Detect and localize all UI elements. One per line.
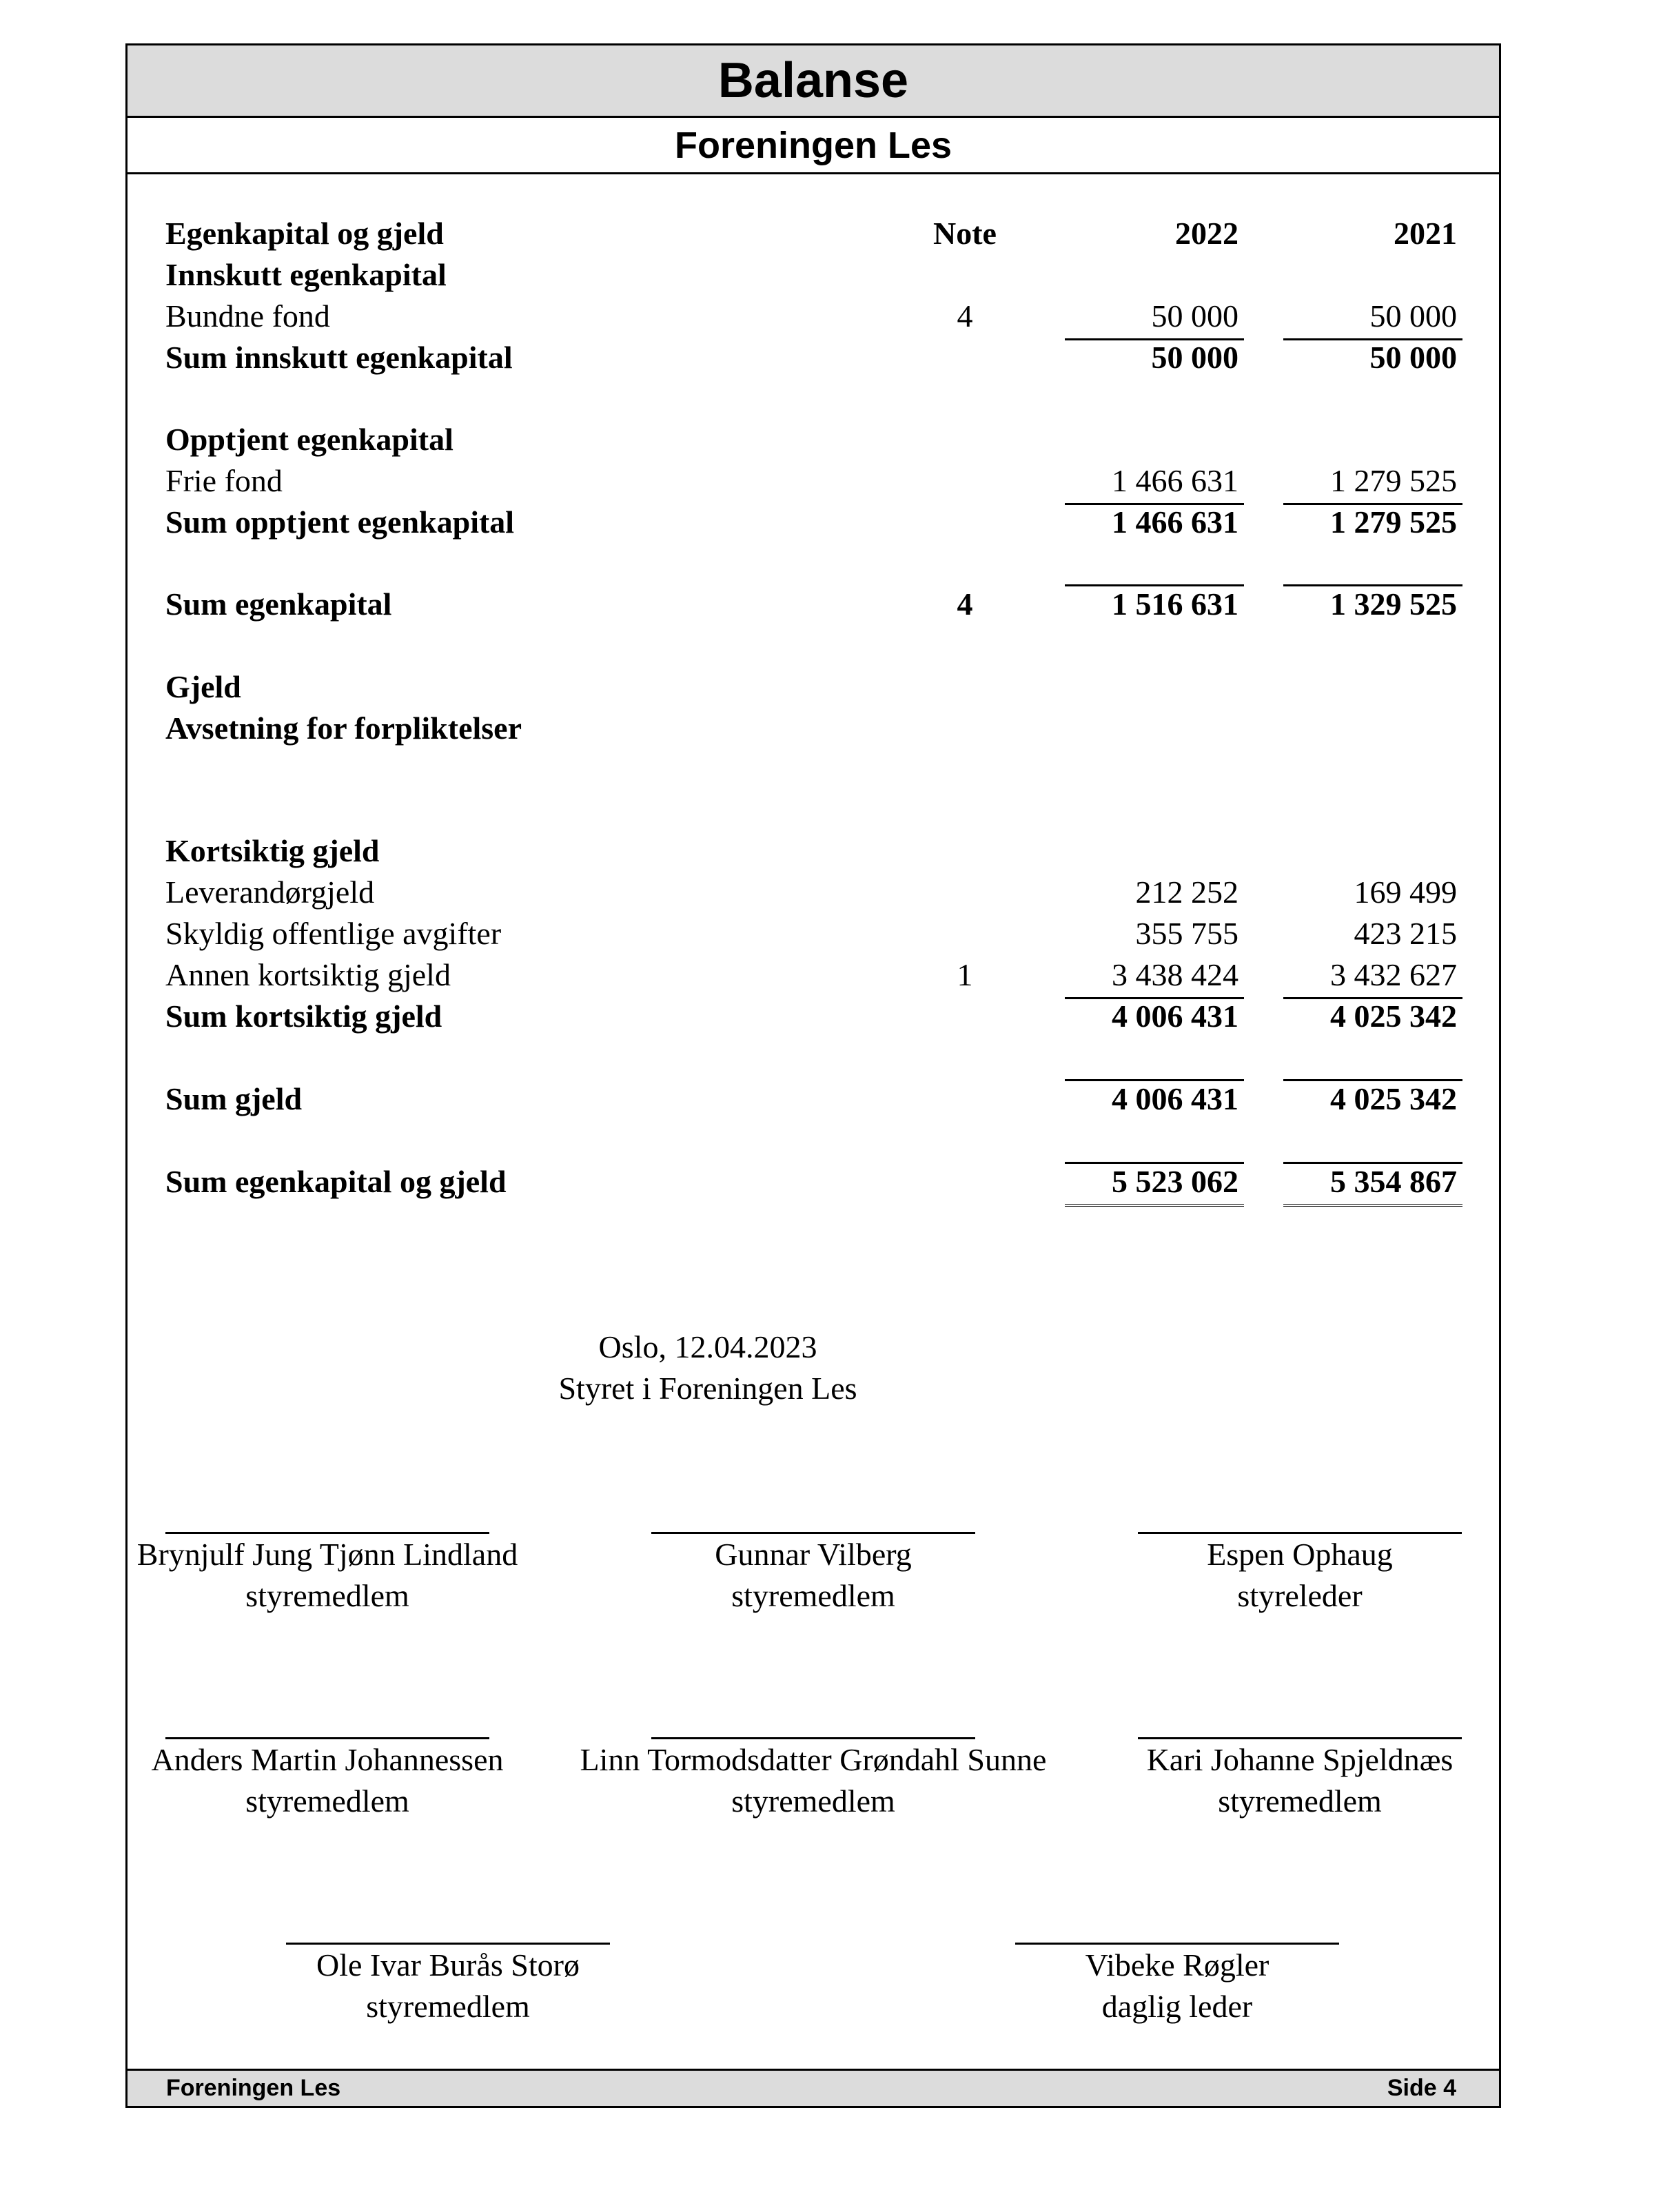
row-label: Opptjent egenkapital bbox=[165, 422, 453, 457]
column-header-2022: 2022 bbox=[1175, 216, 1238, 251]
signature-block bbox=[1038, 1532, 1562, 1617]
signature-block bbox=[1038, 1737, 1562, 1822]
signatory-name: Espen Ophaug bbox=[1207, 1537, 1393, 1572]
row-label: Innskutt egenkapital bbox=[165, 257, 447, 292]
page-footer bbox=[128, 2069, 1499, 2106]
row-label: Sum egenkapital bbox=[165, 586, 392, 622]
row-note: 1 bbox=[957, 957, 973, 992]
section-heading bbox=[0, 710, 1672, 751]
signature-block bbox=[186, 1943, 710, 2027]
signatory-name: Anders Martin Johannessen bbox=[151, 1742, 504, 1777]
grand-total-row bbox=[0, 1163, 1672, 1205]
row-value-2022: 50 000 bbox=[1151, 340, 1238, 375]
table-row bbox=[0, 874, 1672, 915]
row-label: Sum gjeld bbox=[165, 1081, 303, 1116]
sum-row bbox=[0, 1081, 1672, 1122]
signatory-name: Gunnar Vilberg bbox=[715, 1537, 912, 1572]
row-note: 4 bbox=[957, 298, 973, 334]
double-rule bbox=[1065, 1204, 1244, 1207]
signatory-name: Kari Johanne Spjeldnæs bbox=[1146, 1742, 1454, 1777]
sum-row bbox=[0, 504, 1672, 545]
signature-block bbox=[65, 1737, 589, 1822]
column-header-2021: 2021 bbox=[1394, 216, 1457, 251]
signature-block bbox=[915, 1943, 1439, 2027]
footer-organization: Foreningen Les bbox=[166, 2075, 341, 2101]
section-heading bbox=[0, 832, 1672, 874]
row-value-2022: 50 000 bbox=[1151, 298, 1238, 334]
row-label: Annen kortsiktig gjeld bbox=[165, 957, 451, 992]
section-heading bbox=[0, 421, 1672, 462]
section-heading bbox=[0, 256, 1672, 298]
double-rule bbox=[1283, 1204, 1462, 1207]
page-number: Side 4 bbox=[1387, 2075, 1456, 2101]
row-label: Sum egenkapital og gjeld bbox=[165, 1164, 507, 1199]
row-value-2021: 4 025 342 bbox=[1330, 1081, 1457, 1116]
signatory-role: styremedlem bbox=[366, 1989, 530, 2024]
table-row bbox=[0, 298, 1672, 339]
table-row bbox=[0, 462, 1672, 504]
row-value-2022: 5 523 062 bbox=[1112, 1164, 1238, 1199]
row-value-2022: 212 252 bbox=[1135, 874, 1238, 910]
row-value-2021: 1 279 525 bbox=[1330, 463, 1457, 498]
row-value-2021: 423 215 bbox=[1354, 916, 1457, 951]
row-value-2022: 1 466 631 bbox=[1112, 463, 1238, 498]
signatory-role: styremedlem bbox=[731, 1783, 895, 1819]
row-value-2022: 4 006 431 bbox=[1112, 999, 1238, 1034]
signatory-role: styremedlem bbox=[1218, 1783, 1382, 1819]
row-label: Avsetning for forpliktelser bbox=[165, 710, 522, 746]
signatory-name: Ole Ivar Burås Storø bbox=[316, 1947, 580, 1983]
signatory-name: Vibeke Røgler bbox=[1085, 1947, 1270, 1983]
row-label: Frie fond bbox=[165, 463, 283, 498]
row-label: Sum kortsiktig gjeld bbox=[165, 999, 442, 1034]
row-value-2021: 50 000 bbox=[1369, 340, 1457, 375]
sum-row bbox=[0, 998, 1672, 1039]
row-label: Gjeld bbox=[165, 669, 241, 704]
column-header-note: Note bbox=[933, 216, 997, 251]
signing-place-date: Oslo, 12.04.2023 bbox=[598, 1329, 817, 1364]
sum-row bbox=[0, 586, 1672, 627]
row-value-2021: 1 329 525 bbox=[1330, 586, 1457, 622]
signature-block bbox=[551, 1532, 1075, 1617]
row-note: 4 bbox=[957, 586, 973, 622]
sum-row bbox=[0, 339, 1672, 380]
signatory-role: daglig leder bbox=[1101, 1989, 1253, 2024]
row-label: Sum innskutt egenkapital bbox=[165, 340, 513, 375]
table-row bbox=[0, 956, 1672, 998]
row-label: Sum opptjent egenkapital bbox=[165, 504, 515, 540]
signature-block bbox=[551, 1737, 1075, 1822]
table-row bbox=[0, 915, 1672, 956]
row-value-2021: 3 432 627 bbox=[1330, 957, 1457, 992]
page-title: Balanse bbox=[128, 45, 1499, 118]
row-value-2021: 4 025 342 bbox=[1330, 999, 1457, 1034]
row-value-2022: 1 466 631 bbox=[1112, 504, 1238, 540]
signature-block bbox=[65, 1532, 589, 1617]
signatory-name: Linn Tormodsdatter Grøndahl Sunne bbox=[580, 1742, 1047, 1777]
row-value-2022: 1 516 631 bbox=[1112, 586, 1238, 622]
column-header-label: Egenkapital og gjeld bbox=[165, 216, 444, 251]
row-value-2021: 50 000 bbox=[1369, 298, 1457, 334]
row-value-2021: 5 354 867 bbox=[1330, 1164, 1457, 1199]
row-value-2021: 169 499 bbox=[1354, 874, 1457, 910]
row-value-2022: 3 438 424 bbox=[1112, 957, 1238, 992]
row-value-2022: 4 006 431 bbox=[1112, 1081, 1238, 1116]
row-label: Leverandørgjeld bbox=[165, 874, 375, 910]
section-heading bbox=[0, 668, 1672, 710]
signatory-role: styremedlem bbox=[731, 1578, 895, 1613]
signatory-role: styremedlem bbox=[245, 1783, 409, 1819]
row-label: Skyldig offentlige avgifter bbox=[165, 916, 502, 951]
row-label: Bundne fond bbox=[165, 298, 330, 334]
row-value-2022: 355 755 bbox=[1135, 916, 1238, 951]
organization-name: Foreningen Les bbox=[128, 118, 1499, 174]
signatory-role: styreleder bbox=[1237, 1578, 1363, 1613]
row-label: Kortsiktig gjeld bbox=[165, 833, 380, 868]
signing-board: Styret i Foreningen Les bbox=[558, 1371, 857, 1406]
column-header-row bbox=[0, 215, 1672, 256]
signatory-name: Brynjulf Jung Tjønn Lindland bbox=[136, 1537, 518, 1572]
row-value-2021: 1 279 525 bbox=[1330, 504, 1457, 540]
signatory-role: styremedlem bbox=[245, 1578, 409, 1613]
